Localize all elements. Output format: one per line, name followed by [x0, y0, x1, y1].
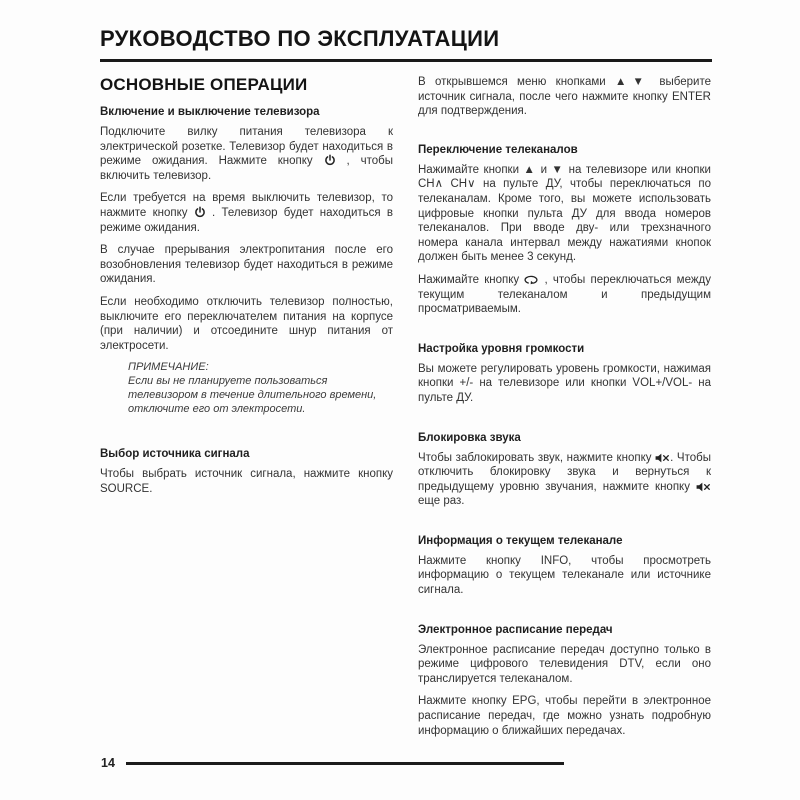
- paragraph-epg-availability: Электронное расписание передач доступно только в режиме цифрового телевидения DTV, если оно транслируется телеканалом.: [418, 643, 711, 685]
- heading-mute: Блокировка звука: [418, 431, 521, 444]
- paragraph-full-disconnect: Если необходимо отключить телевизор полностью, выключите его переключателем питания на корпусе (при наличии) и отсоедините шнур питания от электросети.: [100, 295, 393, 352]
- page-footer: [101, 756, 713, 770]
- mute-icon: [696, 482, 711, 492]
- note-block: [128, 361, 393, 416]
- paragraph-source-select: Чтобы выбрать источник сигнала, нажмите кнопку SOURCE.: [100, 468, 393, 495]
- header-divider: [100, 59, 712, 62]
- section-title-basic-operations: ОСНОВНЫЕ ОПЕРАЦИИ: [100, 75, 308, 94]
- note-text: Если вы не планируете пользоваться телевизором в течение длительного времени, отключите его от электросети.: [128, 375, 377, 416]
- heading-volume: Настройка уровня громкости: [418, 342, 585, 355]
- paragraph-power-on: Подключите вилку питания телевизора к электрической розетке. Телевизор будет находиться в режиме ожидания. Нажмите кнопку , чтобы включить телевизор.: [100, 126, 394, 182]
- left-column: [100, 75, 393, 746]
- mute-icon: [655, 453, 670, 463]
- page-content: [100, 26, 712, 746]
- heading-epg: Электронное расписание передач: [418, 623, 613, 636]
- recall-icon: [524, 274, 539, 285]
- paragraph-recall: Нажимайте кнопку , чтобы переключаться между текущим телеканалом и предыдущим просматриваемым.: [418, 273, 711, 316]
- paragraph-source-menu: В открывшемся меню кнопками ▲▼ выберите источник сигнала, после чего нажмите кнопку ENTER для подтверждения.: [418, 76, 711, 118]
- two-column-layout: [100, 75, 712, 746]
- paragraph-epg-button: Нажмите кнопку EPG, чтобы перейти в электронное расписание передач, где можно узнать подробную информацию о ближайших передачах.: [418, 695, 711, 737]
- paragraph-power-interruption: В случае прерывания электропитания после его возобновления телевизор будет находиться в режиме ожидания.: [100, 244, 393, 286]
- heading-source-select: Выбор источника сигнала: [100, 448, 250, 461]
- paragraph-mute: Чтобы заблокировать звук, нажмите кнопку . Чтобы отключить блокировку звука и вернуться к предыдущему уровню звучания, нажмите кнопку еще раз.: [418, 451, 711, 508]
- heading-channel-switch: Переключение телеканалов: [418, 143, 578, 156]
- footer-divider: [126, 762, 564, 765]
- paragraph-channel-info: Нажмите кнопку INFO, чтобы просмотреть информацию о текущем телеканале или источнике сигнала.: [418, 554, 711, 597]
- paragraph-volume: Вы можете регулировать уровень громкости, нажимая кнопки +/- на телевизоре или кнопки VOL+/VOL- на пульте ДУ.: [418, 362, 711, 404]
- note-label: ПРИМЕЧАНИЕ:: [128, 361, 209, 374]
- page-number: 14: [101, 756, 115, 770]
- power-icon: [194, 206, 206, 218]
- right-column: [418, 75, 711, 746]
- heading-channel-info: Информация о текущем телеканале: [418, 534, 623, 547]
- power-icon: [324, 154, 336, 166]
- paragraph-channel-switch: Нажимайте кнопки ▲ и ▼ на телевизоре или кнопки CH∧ CH∨ на пульте ДУ, чтобы переключаться по телеканалам. Кроме того, вы можете использовать цифровые кнопки пульта ДУ для ввода номеров телеканалов. При вводе дву- или трехзначного номера канала интервал между нажатиями кнопок должен быть менее 3 секунд.: [418, 163, 711, 264]
- heading-power-on-off: Включение и выключение телевизора: [100, 106, 320, 118]
- page-title: РУКОВОДСТВО ПО ЭКСПЛУАТАЦИИ: [100, 26, 500, 51]
- paragraph-standby: Если требуется на время выключить телевизор, то нажмите кнопку . Телевизор будет находиться в режиме ожидания.: [100, 192, 393, 234]
